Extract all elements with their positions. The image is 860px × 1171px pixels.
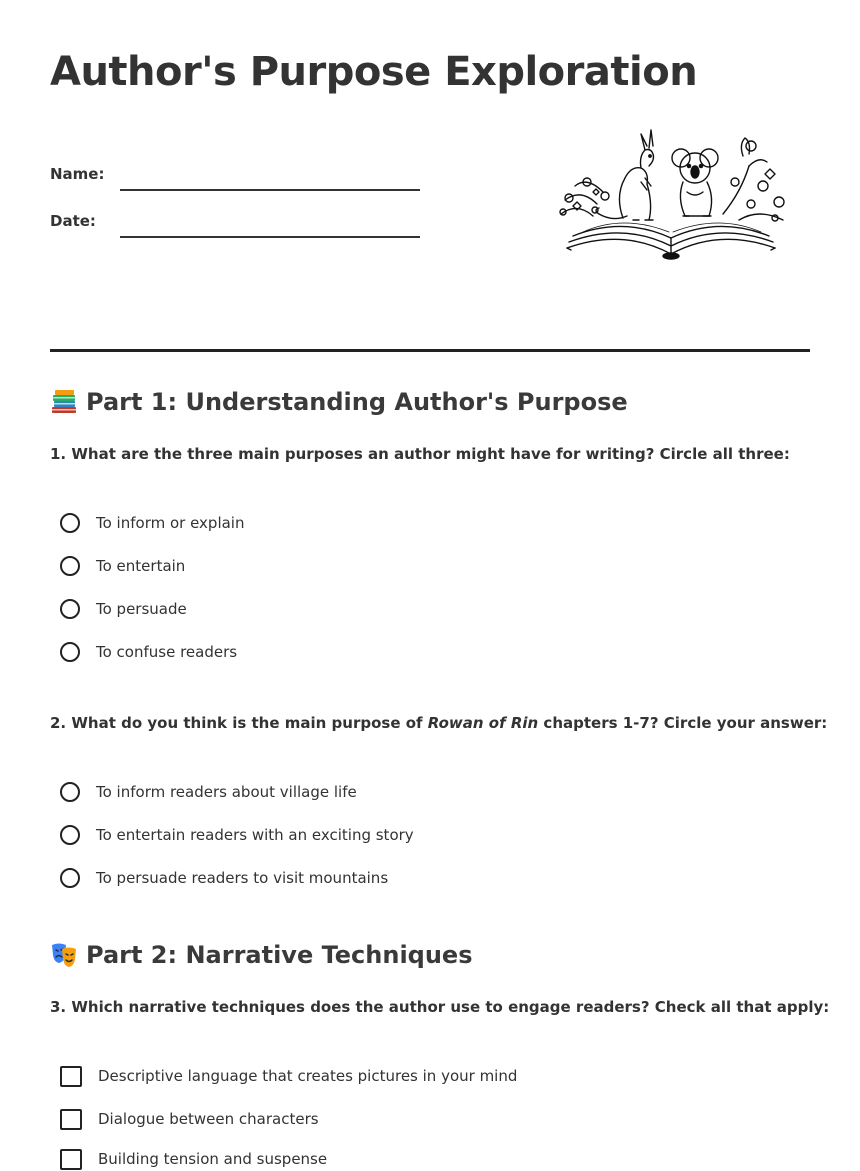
q2-suffix: chapters 1-7? Circle your answer: xyxy=(538,714,828,732)
q1-option-3[interactable] xyxy=(60,597,187,621)
option-label: To persuade xyxy=(96,600,187,618)
name-field[interactable] xyxy=(50,165,420,191)
option-label: Building tension and suspense xyxy=(98,1150,328,1168)
date-line[interactable] xyxy=(120,236,420,238)
section-divider xyxy=(50,349,810,352)
option-label: Dialogue between characters xyxy=(98,1110,319,1128)
radio-circle[interactable] xyxy=(60,782,80,802)
q3-option-3[interactable] xyxy=(60,1147,327,1171)
name-line[interactable] xyxy=(120,189,420,191)
option-label: To confuse readers xyxy=(96,643,238,661)
checkbox[interactable] xyxy=(60,1149,82,1170)
part1-title: Part 1: Understanding Author's Purpose xyxy=(86,388,628,416)
radio-circle[interactable] xyxy=(60,556,80,576)
radio-circle[interactable] xyxy=(60,868,80,888)
q2-option-1[interactable] xyxy=(60,780,357,804)
option-label: To persuade readers to visit mountains xyxy=(96,869,389,887)
q1-option-1[interactable] xyxy=(60,511,244,535)
option-label: To inform or explain xyxy=(96,514,245,532)
radio-circle[interactable] xyxy=(60,599,80,619)
books-icon xyxy=(50,388,78,416)
question-2 xyxy=(50,713,828,733)
q2-option-3[interactable] xyxy=(60,866,388,890)
radio-circle[interactable] xyxy=(60,513,80,533)
q2-prefix: 2. What do you think is the main purpose of xyxy=(50,714,428,732)
radio-circle[interactable] xyxy=(60,642,80,662)
theater-masks-icon xyxy=(50,941,78,969)
date-label: Date: xyxy=(50,212,96,230)
option-label: Descriptive language that creates pictures in your mind xyxy=(98,1067,518,1085)
option-label: To entertain readers with an exciting story xyxy=(96,826,414,844)
q2-option-2[interactable] xyxy=(60,823,414,847)
kangaroo-koala-book-illustration xyxy=(553,116,793,262)
q1-option-2[interactable] xyxy=(60,554,185,578)
question-1: 1. What are the three main purposes an author might have for writing? Circle all three: xyxy=(50,445,790,463)
q1-option-4[interactable] xyxy=(60,640,237,664)
book-title: Rowan of Rin xyxy=(427,714,539,732)
part2-heading xyxy=(50,940,473,970)
date-field[interactable] xyxy=(50,212,420,238)
checkbox[interactable] xyxy=(60,1066,82,1087)
part1-heading xyxy=(50,387,628,417)
option-label: To inform readers about village life xyxy=(96,783,357,801)
q3-option-2[interactable] xyxy=(60,1107,319,1131)
checkbox[interactable] xyxy=(60,1109,82,1130)
option-label: To entertain xyxy=(96,557,186,575)
radio-circle[interactable] xyxy=(60,825,80,845)
name-label: Name: xyxy=(50,165,105,183)
q3-option-1[interactable] xyxy=(60,1064,517,1088)
question-3: 3. Which narrative techniques does the author use to engage readers? Check all that apply: xyxy=(50,998,830,1016)
part2-title: Part 2: Narrative Techniques xyxy=(86,941,473,969)
page-title: Author's Purpose Exploration xyxy=(50,49,698,95)
